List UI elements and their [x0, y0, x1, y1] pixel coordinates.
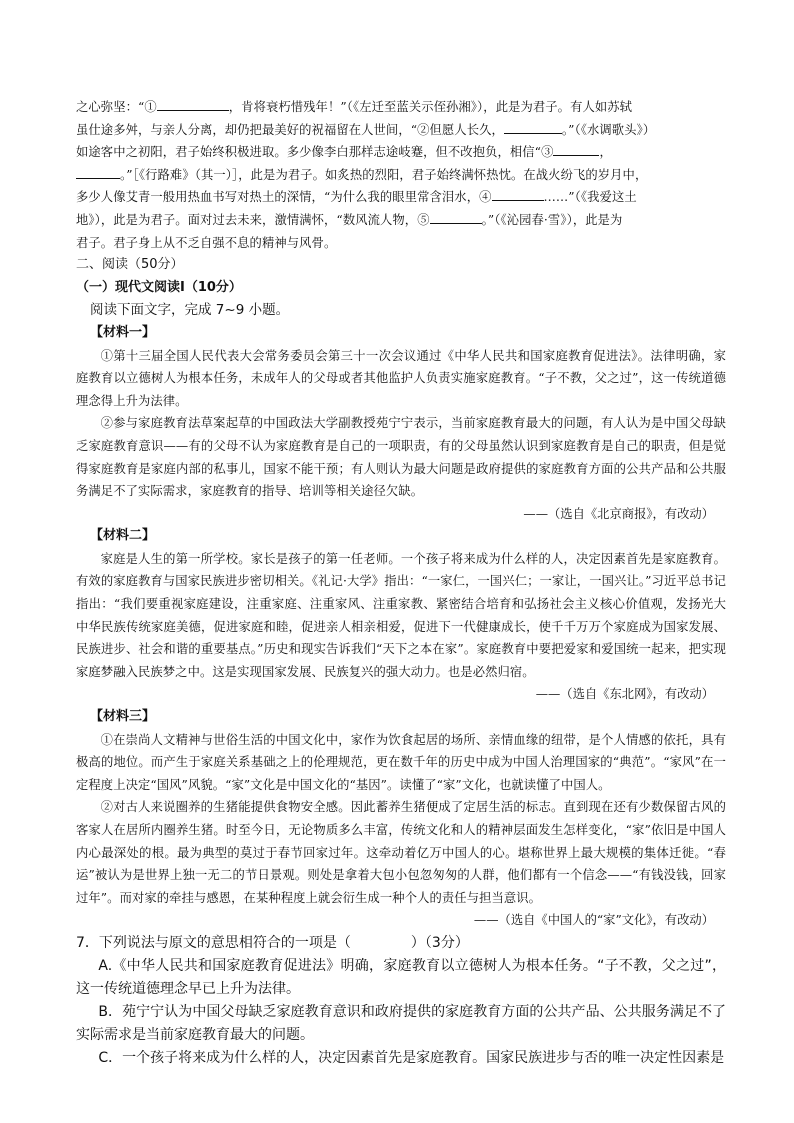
section-heading: 二、阅读（50分）: [76, 257, 184, 273]
material-paragraph: ①在崇尚人文精神与世俗生活的中国文化中，家作为饮食起居的场所、亲情血缘的纽带，是个人情感的依托，具有极高的地位。而产生于家庭关系基础之上的伦理规范，更在数千年的历史中成为中国人治理国家的“典范”。“家风”在一定程度上决定“国风”风貌。“家”文化是中国文化的“基因”。读懂了“家”文化，也就读懂了中国人。: [76, 732, 726, 792]
passage-text: ，: [599, 145, 612, 160]
passage-text: 。”（《水调歌头》）: [561, 122, 656, 137]
material-label-3: 【材料三】: [90, 709, 156, 725]
answer-blank-3a[interactable]: [553, 141, 599, 156]
passage-text: ……”（《我爱这土: [543, 190, 637, 205]
passage-line: [76, 186, 726, 209]
material-paragraph: ②对古人来说圈养的生猪能提供食物安全感。因此蓄养生猪便成了定居生活的标志。直到现在还有少数保留古风的客家人在居所内圈养生猪。时至今日，无论物质多么丰富，传统文化和人的精神层面发生怎样变化，“家”依旧是中国人内心最深处的根。最为典型的莫过于春节回家过年。这牵动着亿万中国人的心。堪称世界上最大规模的集体迁徙。“春运”被认为是世界上独一无二的节日景观。则处是拿着大包小包忽匆匆的人群，他们都有一个信念——“有钱没钱，回家过年”。而对家的牵挂与感恩，在某种程度上就会衍生成一种个人的责任与担当意识。: [76, 800, 726, 905]
question-stem: [76, 932, 726, 955]
fill-in-passage: [76, 96, 726, 254]
material-source: ——（选自《中国人的“家”文化》，有改动）: [473, 913, 714, 928]
passage-line: [76, 96, 726, 119]
passage-text: 。”（《沁园春·雪》），此是为: [481, 212, 623, 227]
passage-text: 多少人像艾青一般用热血书写对热土的深情，“为什么我的眼里常含泪水，④: [76, 190, 492, 205]
material-paragraph: ①第十三届全国人民代表大会常务委员会第三十一次会议通过《中华人民共和国家庭教育促进法》。法律明确，家庭教育以立德树人为根本任务，未成年人的父母或者其他监护人负责实施家庭教育。“子不教，父之过”，这一传统道德理念得上升为法律。: [76, 348, 726, 408]
passage-text: 如途客中之初阳，君子始终积极进取。多少像李白那样志途岐蹇，但不改抱负，相信“③: [76, 145, 554, 160]
answer-blank-5[interactable]: [430, 209, 482, 224]
passage-line: 君子。君子身上从不乏自强不息的精神与风骨。: [76, 235, 337, 250]
passage-line: [76, 141, 726, 164]
passage-line: [76, 119, 726, 142]
answer-blank-3b[interactable]: [76, 164, 120, 179]
option-b[interactable]: B．苑宁宁认为中国父母缺乏家庭教育意识和政府提供的家庭教育方面的公共产品、公共服务满足不了实际需求是当前家庭教育最大的问题。: [76, 1003, 726, 1043]
material-label-1: 【材料一】: [90, 324, 156, 340]
passage-line: [76, 209, 726, 232]
passage-text: ，肯将衰朽惜残年！”（《左迁至蓝关示侄孙湘》），此是为君子。有人如苏轼: [228, 100, 633, 114]
material-source: ——（选自《东北网》，有改动）: [535, 687, 714, 702]
passage-text: 虽仕途多舛，与亲人分离，却仍把最美好的祝福留在人世间，“②但愿人长久，: [76, 122, 504, 137]
passage-text: 。”［《行路难》（其一）］，此是为君子。如炙热的烈阳，君子始终满怀热忱。在战火纷飞的岁月中，: [120, 167, 648, 182]
material-paragraph: ②参与家庭教育法草案起草的中国政法大学副教授苑宁宁表示，当前家庭教育最大的问题，有人认为是中国父母缺乏家庭教育意识——有的父母不认为家庭教育是自己的一项职责，有的父母虽然认识到家庭教育是自己的职责，但是觉得家庭教育是家庭内部的私事儿，国家不能干预；有人则认为最大问题是政府提供的家庭教育方面的公共产品和公共服务满足不了实际需求，家庭教育的指导、培训等相关途径欠缺。: [76, 416, 726, 499]
passage-text: 地》），此是为君子。面对过去未来，激情满怀，“数风流人物，⑤: [76, 212, 430, 227]
answer-blank-2[interactable]: [504, 119, 562, 134]
question-text: 7．下列说法与原文的意思相符合的一项是（: [76, 934, 351, 951]
question-7: [76, 932, 726, 1070]
passage-line: [76, 164, 726, 187]
material-source: ——（选自《北京商报》，有改动）: [523, 506, 714, 521]
option-c[interactable]: C．一个孩子将来成为什么样的人，决定因素首先是家庭教育。国家民族进步与否的唯一决定性因素是: [98, 1049, 725, 1066]
answer-blank-1[interactable]: [157, 96, 229, 111]
page-content: [76, 96, 726, 1070]
subsection-heading: （一）现代文阅读Ⅰ（10分）: [76, 279, 242, 295]
answer-blank-4[interactable]: [492, 186, 544, 201]
material-paragraph: 家庭是人生的第一所学校。家长是孩子的第一任老师。一个孩子将来成为什么样的人，决定因素首先是家庭教育。有效的家庭教育与国家民族进步密切相关。《礼记·大学》指出：“一家仁，一国兴仁；一家让，一国兴让。”习近平总书记指出：“我们要重视家庭建设，注重家庭、注重家风、注重家教、紧密结合培育和弘扬社会主义核心价值观，发扬光大中华民族传统家庭美德，促进家庭和睦，促进亲人相亲相爱，促进下一代健康成长，使千千万万个家庭成为国家发展、民族进步、社会和谐的重要基点。”历史和现实告诉我们“天下之本在家”。家庭教育中要把爱家和爱国统一起来，把实现家庭梦融入民族梦之中。这是实现国家发展、民族复兴的强大动力。也是必然归宿。: [76, 551, 726, 679]
reading-instruction: 阅读下面文字，完成 7~9 小题。: [90, 302, 290, 319]
material-label-2: 【材料二】: [90, 528, 156, 544]
option-a[interactable]: A.《中华人民共和国家庭教育促进法》明确，家庭教育以立德树人为根本任务。“子不教，父之过”，这一传统道德理念早已上升为法律。: [76, 957, 726, 997]
question-score: ）（3分）: [410, 934, 469, 951]
passage-text: 之心弥坚：“①: [76, 100, 157, 114]
